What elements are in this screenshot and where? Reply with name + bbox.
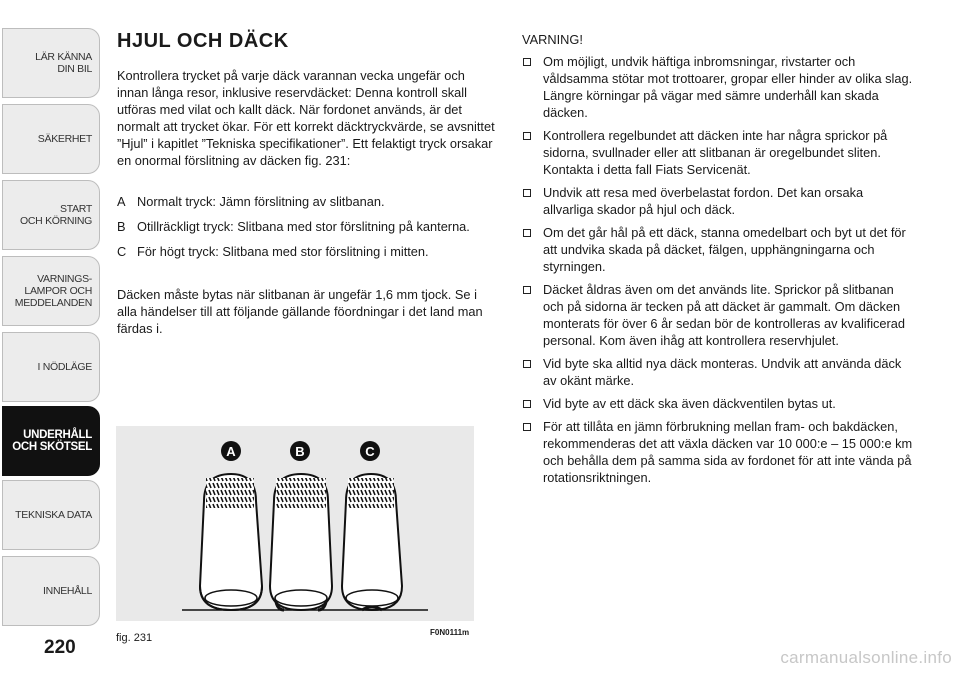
- list-letter: C: [117, 244, 127, 259]
- badge-b-label: B: [295, 444, 305, 459]
- page-number: 220: [44, 637, 76, 658]
- checkbox-bullet-icon: [523, 423, 531, 431]
- tab-i-nodlage[interactable]: I NÖDLÄGE: [2, 332, 100, 402]
- badge-c-label: C: [365, 444, 375, 459]
- checkbox-bullet-icon: [523, 400, 531, 408]
- checkbox-bullet-icon: [523, 286, 531, 294]
- tire-wear-figure: [116, 426, 474, 621]
- list-text: Otillräckligt tryck: Slitbana med stor förslitning på kanterna.: [137, 219, 470, 234]
- checkbox-bullet-icon: [523, 132, 531, 140]
- list-letter: A: [117, 194, 126, 209]
- warning-text: Däcket åldras även om det används lite. Sprickor på slitbanan och på sidorna är tecken på att däcket är gammalt. Om däcken monterats för över 6 år sedan bör de kontrolleras av kvalificerad personal. Kom även ihåg att kontrollera reservhjulet.: [543, 282, 906, 348]
- warning-text: Vid byte ska alltid nya däck monteras. Undvik att använda däck av okänt märke.: [543, 356, 902, 388]
- figure-code: F0N0111m: [430, 628, 470, 637]
- outro-paragraph: Däcken måste bytas när slitbanan är ungefär 1,6 mm tjock. Se i alla händelser till att följande gällande föordningar i det land man färdas i.: [117, 287, 483, 336]
- tab-innehall[interactable]: INNEHÅLL: [2, 556, 100, 626]
- warning-item: [522, 395, 917, 412]
- warning-text: Om det går hål på ett däck, stanna omedelbart och byt ut det för att undvika skada på däcket, fälgen, upphängningarna och styrningen.: [543, 225, 906, 274]
- tire-b: [270, 441, 332, 610]
- figure-caption: fig. 231: [116, 632, 153, 644]
- warning-item: [522, 281, 917, 349]
- checkbox-bullet-icon: [523, 58, 531, 66]
- warning-item: [522, 224, 917, 275]
- list-item: [117, 193, 497, 210]
- warning-text: Undvik att resa med överbelastat fordon. Det kan orsaka allvarliga skador på hjul och däck.: [543, 185, 864, 217]
- tire-c: [342, 441, 402, 610]
- list-item: [117, 218, 497, 235]
- list-letter: B: [117, 219, 126, 234]
- list-text: För högt tryck: Slitbana med stor förslitning i mitten.: [137, 244, 429, 259]
- tab-start-och-korning[interactable]: START OCH KÖRNING: [2, 180, 100, 250]
- intro-paragraph: Kontrollera trycket på varje däck varannan vecka ungefär och innan långa resor, inklusive reservdäcket: Denna kontroll skall utföras med vilat och kallt däck. När fordonet används, är det normalt att trycket ökar. För ett korrekt däcktryckvärde, se avsnittet ”Hjul” i kapitlet ”Tekniska specifikationer”. Ett felaktigt tryck orsakar en onormal förslitning av däcken fig. 231:: [117, 68, 495, 168]
- warning-section: [522, 31, 917, 492]
- warning-heading: VARNING!: [522, 32, 583, 47]
- warning-item: [522, 184, 917, 218]
- tire-illustration: [116, 426, 474, 621]
- warning-item: [522, 355, 917, 389]
- warning-item: [522, 418, 917, 486]
- checkbox-bullet-icon: [523, 360, 531, 368]
- warning-text: Om möjligt, undvik häftiga inbromsningar, rivstarter och våldsamma stötar mot trottoarer, gropar eller hinder av olika slag. Längre körningar på vägar med sämre underhåll kan skada däcken.: [543, 54, 913, 120]
- list-item: [117, 243, 497, 260]
- checkbox-bullet-icon: [523, 229, 531, 237]
- warning-text: Vid byte av ett däck ska även däckventilen bytas ut.: [543, 396, 836, 411]
- warning-item: [522, 127, 917, 178]
- tab-sakerhet[interactable]: SÄKERHET: [2, 104, 100, 174]
- tab-tekniska-data[interactable]: TEKNISKA DATA: [2, 480, 100, 550]
- tab-underhall-och-skotsel[interactable]: UNDERHÅLL OCH SKÖTSEL: [2, 406, 100, 476]
- badge-a-label: A: [226, 444, 236, 459]
- watermark: carmanualsonline.info: [780, 648, 952, 667]
- tread-wear-list: [117, 193, 497, 268]
- checkbox-bullet-icon: [523, 189, 531, 197]
- tab-varningslampor[interactable]: VARNINGS- LAMPOR OCH MEDDELANDEN: [2, 256, 100, 326]
- list-text: Normalt tryck: Jämn förslitning av slitbanan.: [137, 194, 385, 209]
- tire-a: [200, 441, 262, 610]
- warning-item: [522, 53, 917, 121]
- warning-text: Kontrollera regelbundet att däcken inte har några sprickor på sidorna, svullnader eller att slitbanan är oregelbundet sliten. Kontakta i detta fall Fiats Servicenät.: [543, 128, 888, 177]
- warning-text: För att tillåta en jämn förbrukning mellan fram- och bakdäcken, rekommenderas det att växla däcken var 10 000:e – 15 000:e km och behålla dem på samma sida av fordonet för att inte vända på rotationsriktningen.: [543, 419, 913, 485]
- tab-lar-kanna-din-bil[interactable]: LÄR KÄNNA DIN BIL: [2, 28, 100, 98]
- section-title: HJUL OCH DÄCK: [117, 30, 289, 52]
